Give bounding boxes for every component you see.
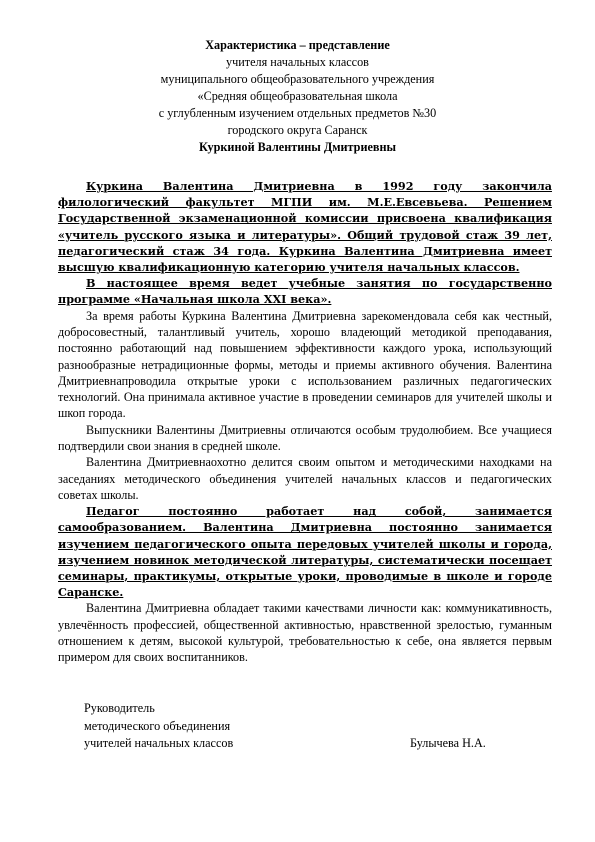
paragraph-work-record: За время работы Куркина Валентина Дмитриевна зарекомендовала себя как честный, добросовестный, талантливый учитель, хорошо владеющий методикой преподавания, постоянно работающий над повышением эффективности каждого урока, использующий разнообразные нетрадиционные формы, методы и приемы активного обучения. Валентина Дмитриевнапроводила открытые уроки с использованием различных педагогических технологий. Она принимала активное участие в проведении семинаров для учителей школы и шкоп города. [58, 308, 552, 421]
paragraph-education: Куркина Валентина Дмитриевна в 1992 году закончила филологический факультет МГПИ им. М.Е.Евсевьева. Решением Государственной экзаменационной комиссии присвоена квалификация «учитель русского языка и литературы». Общий трудовой стаж 39 лет, педагогический стаж 34 года. Куркина Валентина Дмитриевна имеет высшую квалификационную категорию учителя начальных классов. [58, 179, 552, 275]
signature-title-line1: Руководитель [84, 701, 155, 715]
document-body [58, 178, 552, 666]
header-line-institution-type: муниципального общеобразовательного учреждения [160, 72, 435, 86]
header-line-school-profile: с углубленным изучением отдельных предметов №30 [158, 106, 437, 120]
signature-name: Булычева Н.А. [410, 736, 486, 750]
header-line-city: городского округа Саранск [227, 123, 368, 137]
paragraph-self-education: Педагог постоянно работает над собой, занимается самообразованием. Валентина Дмитриевна постоянно занимается изучением педагогического опыта передовых учителей школы и города, изучением новинок методической литературы, систематически посещает семинары, практикумы, открытые уроки, проводимые в школе и городе Саранске. [58, 504, 552, 600]
signature-title-line3: учителей начальных классов [84, 736, 234, 750]
signature-title-line2: методического объединения [84, 718, 231, 733]
header-line-position: учителя начальных классов [226, 55, 369, 69]
header-line-school-name: «Средняя общеобразовательная школа [197, 89, 398, 103]
document-title: Характеристика – представление [205, 38, 390, 52]
paragraph-program: В настоящее время ведет учебные занятия по государственно программе «Начальная школа XXI века». [58, 276, 552, 307]
document-header [40, 37, 555, 156]
paragraph-experience-sharing: Валентина Дмитриевнаохотно делится своим опытом и методическими находками на заседаниях методического объединения учителей начальных классов и педагогических советах школы. [58, 455, 552, 502]
paragraph-graduates: Выпускники Валентины Дмитриевны отличаются особым трудолюбием. Все учащиеся подтвердили свои знания в средней школе. [58, 422, 552, 453]
paragraph-qualities: Валентина Дмитриевна обладает такими качествами личности как: коммуникативность, увлечённость профессией, общественной активностью, нравственной зрелостью, гуманным отношением к детям, высокой культурой, требовательностью к себе, она является первым примером для своих воспитанников. [58, 601, 552, 665]
header-person-name: Куркиной Валентины Дмитриевны [199, 140, 396, 154]
